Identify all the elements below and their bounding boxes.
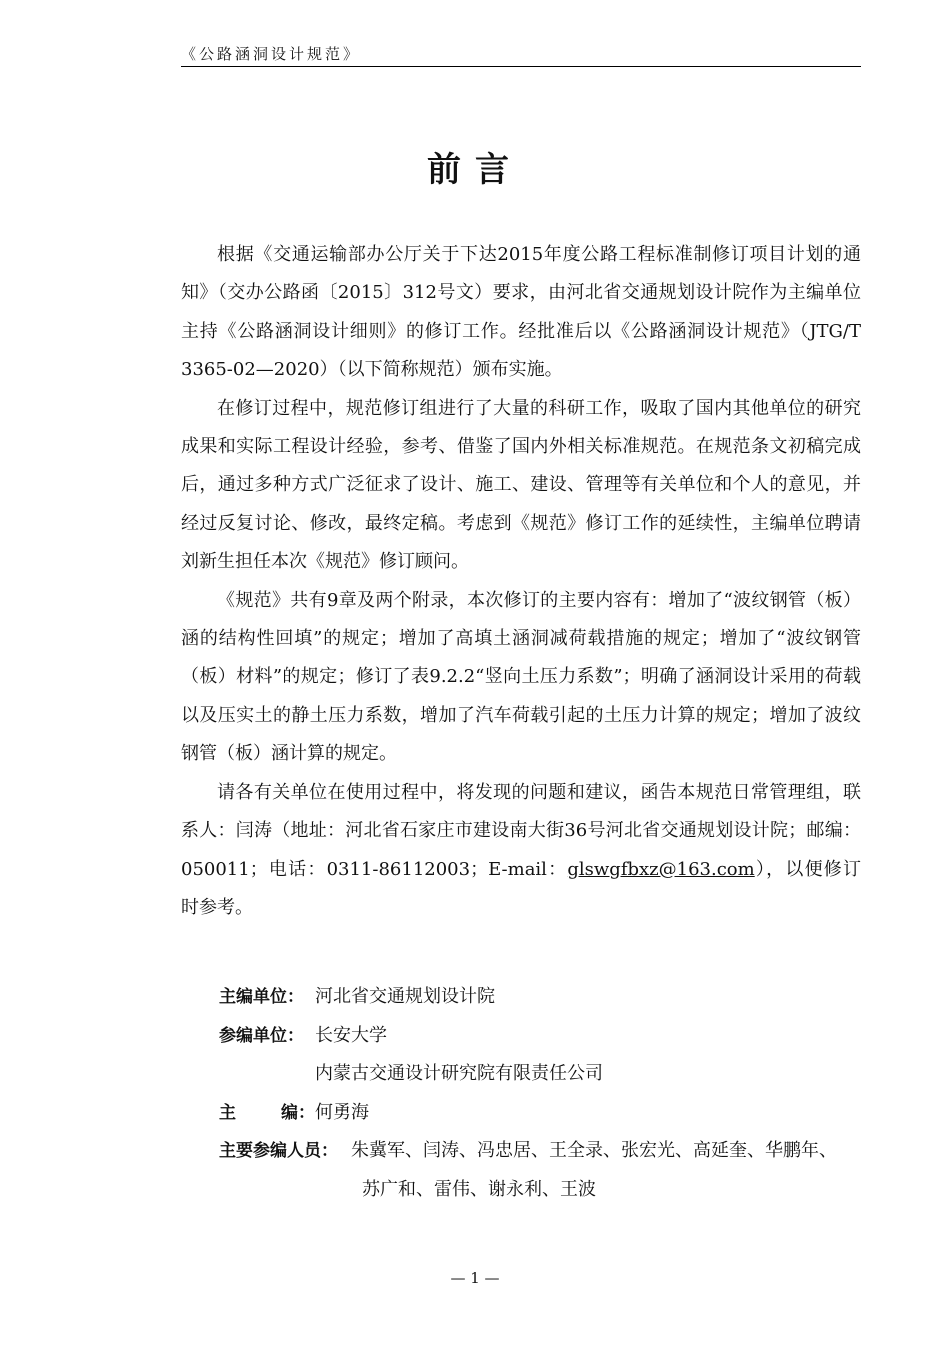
chief-editor-label-right: 编： (281, 1102, 315, 1123)
chief-editor-label (219, 1094, 315, 1133)
running-header: 《公路涵洞设计规范》 (181, 44, 861, 67)
participating-unit: 内蒙古交通设计研究院有限责任公司 (315, 1063, 603, 1085)
paragraph: 根据《交通运输部办公厅关于下达2015年度公路工程标准制修订项目计划的通知》（交办公路函〔2015〕312号文）要求，由河北省交通规划设计院作为主编单位主持《公路涵洞设计细则》的修订工作。经批准后以《公路涵洞设计规范》（JTG/T 3365-02—2020）（以下简称规范）颁布实施。 (181, 244, 861, 381)
main-participants-row-2 (219, 1171, 879, 1210)
credits-block (219, 978, 879, 1210)
contact-text-end: ），以便修订时参考。 (181, 858, 861, 918)
preface-body (181, 236, 861, 927)
chief-unit-label: 主编单位： (219, 987, 304, 1007)
page-number: — 1 — (450, 1269, 500, 1287)
main-participants-line: 苏广和、雷伟、谢永利、王波 (362, 1178, 596, 1200)
participating-units-row (219, 1017, 879, 1056)
participating-unit: 长安大学 (315, 1024, 387, 1046)
paragraph: 《规范》共有9章及两个附录，本次修订的主要内容有：增加了“波纹钢管（板）涵的结构性回填”的规定；增加了高填土涵洞减荷载措施的规定；增加了“波纹钢管（板）材料”的规定；修订了表9.2.2“竖向土压力系数”；明确了涵洞设计采用的荷载以及压实土的静土压力系数，增加了汽车荷载引起的土压力计算的规定；增加了波纹钢管（板）涵计算的规定。 (181, 589, 861, 765)
chief-editor-value: 何勇海 (315, 1101, 369, 1123)
main-participants-row (219, 1132, 879, 1171)
participating-units-label: 参编单位： (219, 1025, 304, 1046)
paragraph: 在修订过程中，规范修订组进行了大量的科研工作，吸取了国内其他单位的研究成果和实际工程设计经验，参考、借鉴了国内外相关标准规范。在规范条文初稿完成后，通过多种方式广泛征求了设计、施工、建设、管理等有关单位和个人的意见，并经过反复讨论、修改，最终定稿。考虑到《规范》修订工作的延续性，主编单位聘请刘新生担任本次《规范》修订顾问。 (181, 397, 861, 573)
chief-editor-label-left: 主 (219, 1102, 236, 1123)
contact-text: 请各有关单位在使用过程中，将发现的问题和建议，函告本规范日常管理组，联系人：闫涛（地址：河北省石家庄市建设南大街36号河北省交通规划设计院；邮编：050011；电话：0311-86112003；E-mail： (181, 781, 861, 880)
chief-editor-row (219, 1094, 879, 1133)
email-link[interactable]: glswgfbxz@163.com (567, 858, 755, 880)
chief-unit-row (219, 978, 879, 1017)
main-participants-line: 朱冀军、闫涛、冯忠居、王全录、张宏光、高延奎、华鹏年、 (351, 1140, 837, 1162)
participating-units-row-2 (219, 1055, 879, 1094)
chief-unit-value: 河北省交通规划设计院 (315, 986, 495, 1007)
page-title: 前言 (427, 150, 523, 190)
contact-paragraph (181, 774, 861, 928)
main-participants-label: 主要参编人员： (219, 1141, 338, 1162)
